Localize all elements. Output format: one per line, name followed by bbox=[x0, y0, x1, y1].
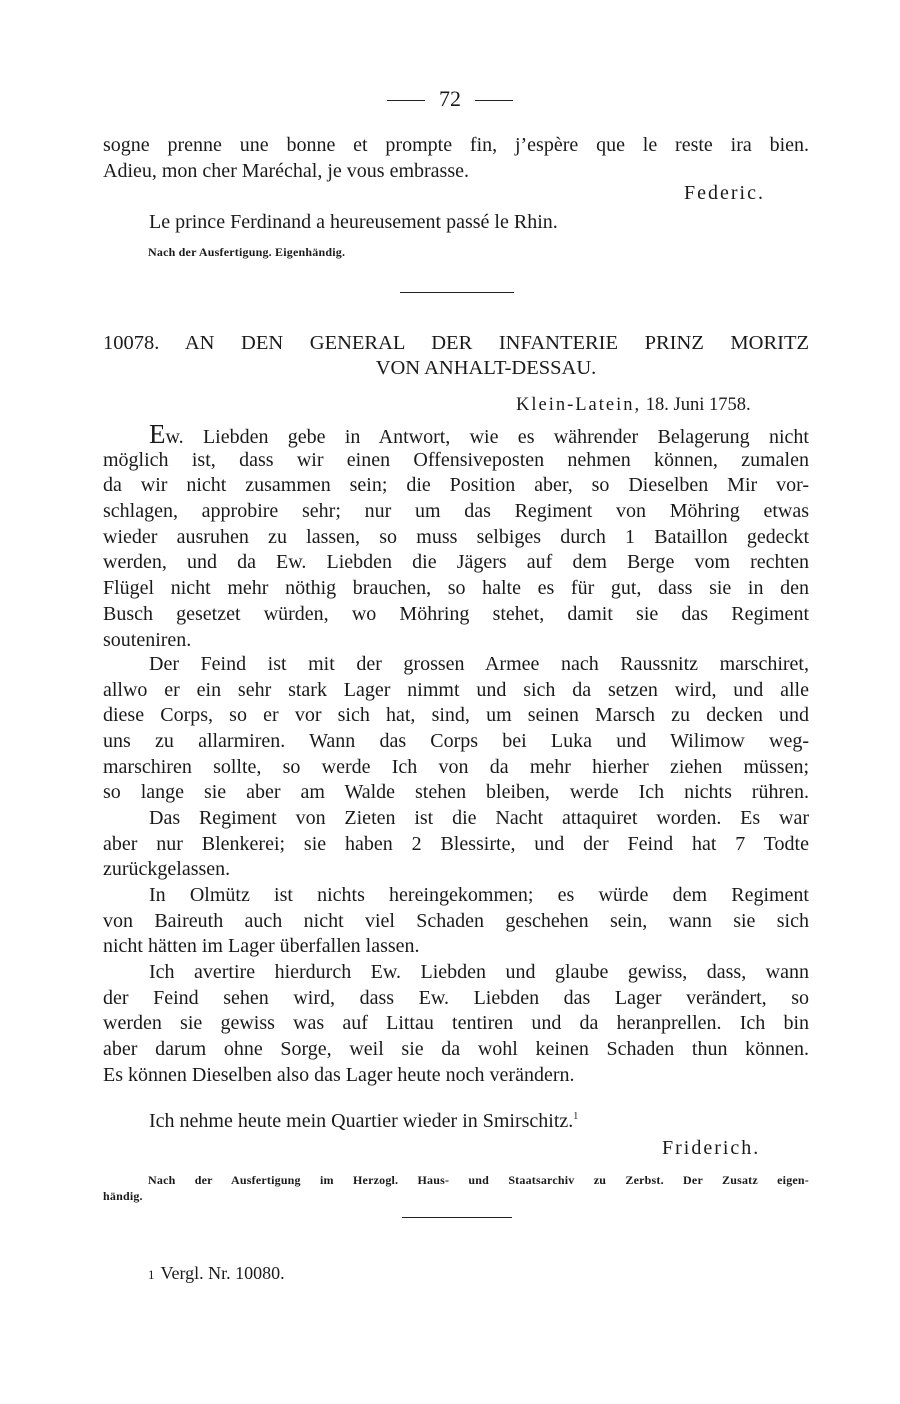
text-line: souteniren. bbox=[103, 628, 192, 651]
text-line: aber nur Blenkerei; sie haben 2 Blessirte, und der Feind hat 7 Todte bbox=[103, 832, 809, 855]
source-note-line: händig. bbox=[103, 1189, 143, 1203]
letter1-source-note: Nach der Ausfertigung. Eigenhändig. bbox=[148, 245, 346, 259]
text-line: marschiren sollte, so werde Ich von da mehr hierher ziehen müssen; bbox=[103, 755, 809, 778]
text-line: Busch gesetzet würden, wo Möhring stehet, damit sie das Regiment bbox=[103, 602, 809, 625]
letter2-signature: Friderich. bbox=[662, 1137, 761, 1159]
text-line: Adieu, mon cher Maréchal, je vous embrasse. bbox=[103, 159, 469, 182]
header-dash-left bbox=[387, 100, 425, 101]
letter-number: 10078. bbox=[103, 332, 160, 354]
text-line: so lange sie aber am Walde stehen bleiben, werde Ich nichts rühren. bbox=[103, 781, 809, 804]
text-line: Der Feind ist mit der grossen Armee nach Raussnitz marschiret, bbox=[149, 653, 809, 675]
text-line bbox=[149, 1104, 809, 1130]
footnote-text: Vergl. Nr. 10080. bbox=[160, 1263, 285, 1283]
footnote-mark: 1 bbox=[148, 1267, 155, 1282]
text-line: schlagen, approbire sehr; nur um das Regiment von Möhring etwas bbox=[103, 500, 809, 523]
text-line: Es können Dieselben also das Lager heute noch verändern. bbox=[103, 1063, 575, 1086]
postscript-text: Ich nehme heute mein Quartier wieder in Smirschitz. bbox=[149, 1110, 574, 1132]
letter1-text bbox=[103, 133, 809, 184]
text-line: werden sie gewiss was auf Littau tentiren und da heranprellen. Ich bin bbox=[103, 1012, 809, 1035]
letter2-source-note bbox=[103, 1172, 809, 1204]
text-line: uns zu allarmiren. Wann das Corps bei Luka und Wilimow weg- bbox=[103, 730, 809, 753]
page-header bbox=[0, 86, 900, 112]
letter2-heading bbox=[103, 331, 809, 381]
text-line: der Feind sehen wird, dass Ew. Liebden das Lager verändert, so bbox=[103, 986, 809, 1009]
header-dash-right bbox=[475, 100, 513, 101]
heading-line-2: VON ANHALT-DESSAU. bbox=[375, 357, 597, 379]
section-divider bbox=[400, 292, 514, 293]
letter2-paragraph-1 bbox=[103, 419, 809, 653]
heading-line-1 bbox=[103, 331, 809, 356]
page-number: 72 bbox=[439, 86, 461, 111]
text-line: Le prince Ferdinand a heureusement passé le Rhin. bbox=[149, 211, 558, 233]
text-line: werden, und da Ew. Liebden die Jägers auf dem Berge vom rechten bbox=[103, 551, 809, 574]
text-line: Ich avertire hierdurch Ew. Liebden und glaube gewiss, dass, wann bbox=[149, 961, 809, 983]
letter2-paragraph-2 bbox=[103, 652, 809, 806]
text-line: möglich ist, dass wir einen Offensiveposten nehmen können, zumalen bbox=[103, 448, 809, 471]
text-line: sogne prenne une bonne et prompte fin, j’espère que le reste ira bien. bbox=[103, 134, 809, 156]
footnote bbox=[148, 1263, 285, 1284]
text-line-remainder: w. Liebden gebe in Antwort, wie es währender Belagerung nicht bbox=[165, 426, 809, 448]
text-line: Das Regiment von Zieten ist die Nacht attaquiret worden. Es war bbox=[149, 807, 809, 829]
text-line: Ew. Liebden gebe in Antwort, wie es währender Belagerung nicht bbox=[149, 419, 809, 449]
footnote-divider bbox=[402, 1217, 512, 1218]
dateline-date: 18. Juni 1758. bbox=[645, 395, 751, 415]
letter2-paragraph-5 bbox=[103, 960, 809, 1088]
letter1-signature: Federic. bbox=[684, 182, 765, 204]
text-line: diese Corps, so er vor sich hat, sind, um seinen Marsch zu decken und bbox=[103, 704, 809, 727]
letter2-postscript bbox=[149, 1104, 809, 1130]
letter1-postscript bbox=[149, 210, 809, 236]
text-line: da wir nicht zusammen sein; die Position aber, so Dieselben Mir vor- bbox=[103, 474, 809, 497]
source-note-line: Nach der Ausfertigung im Herzogl. Haus- und Staatsarchiv zu Zerbst. Der Zusatz eigen- bbox=[148, 1173, 809, 1187]
letter2-paragraph-4 bbox=[103, 883, 809, 960]
text-line: nicht hätten im Lager überfallen lassen. bbox=[103, 935, 420, 958]
footnote-ref: 1 bbox=[573, 1111, 579, 1122]
letter2-paragraph-3 bbox=[103, 806, 809, 883]
text-line: Flügel nicht mehr nöthig brauchen, so halte es für gut, dass sie in den bbox=[103, 577, 809, 600]
text-line: In Olmütz ist nichts hereingekommen; es würde dem Regiment bbox=[149, 884, 809, 906]
text-line: zurückgelassen. bbox=[103, 858, 231, 881]
dateline-place: Klein-Latein, bbox=[516, 395, 642, 415]
text-line: wieder ausruhen zu lassen, so muss selbiges durch 1 Bataillon gedeckt bbox=[103, 525, 809, 548]
text-line: von Baireuth auch nicht viel Schaden geschehen sein, wann sie sich bbox=[103, 909, 809, 932]
letter2-dateline bbox=[516, 395, 751, 416]
heading-title: AN DEN GENERAL DER INFANTERIE PRINZ MORITZ bbox=[184, 332, 810, 354]
text-line: aber darum ohne Sorge, weil sie da wohl keinen Schaden thun können. bbox=[103, 1038, 809, 1061]
text-line: allwo er ein sehr stark Lager nimmt und sich da setzen wird, und alle bbox=[103, 678, 809, 701]
